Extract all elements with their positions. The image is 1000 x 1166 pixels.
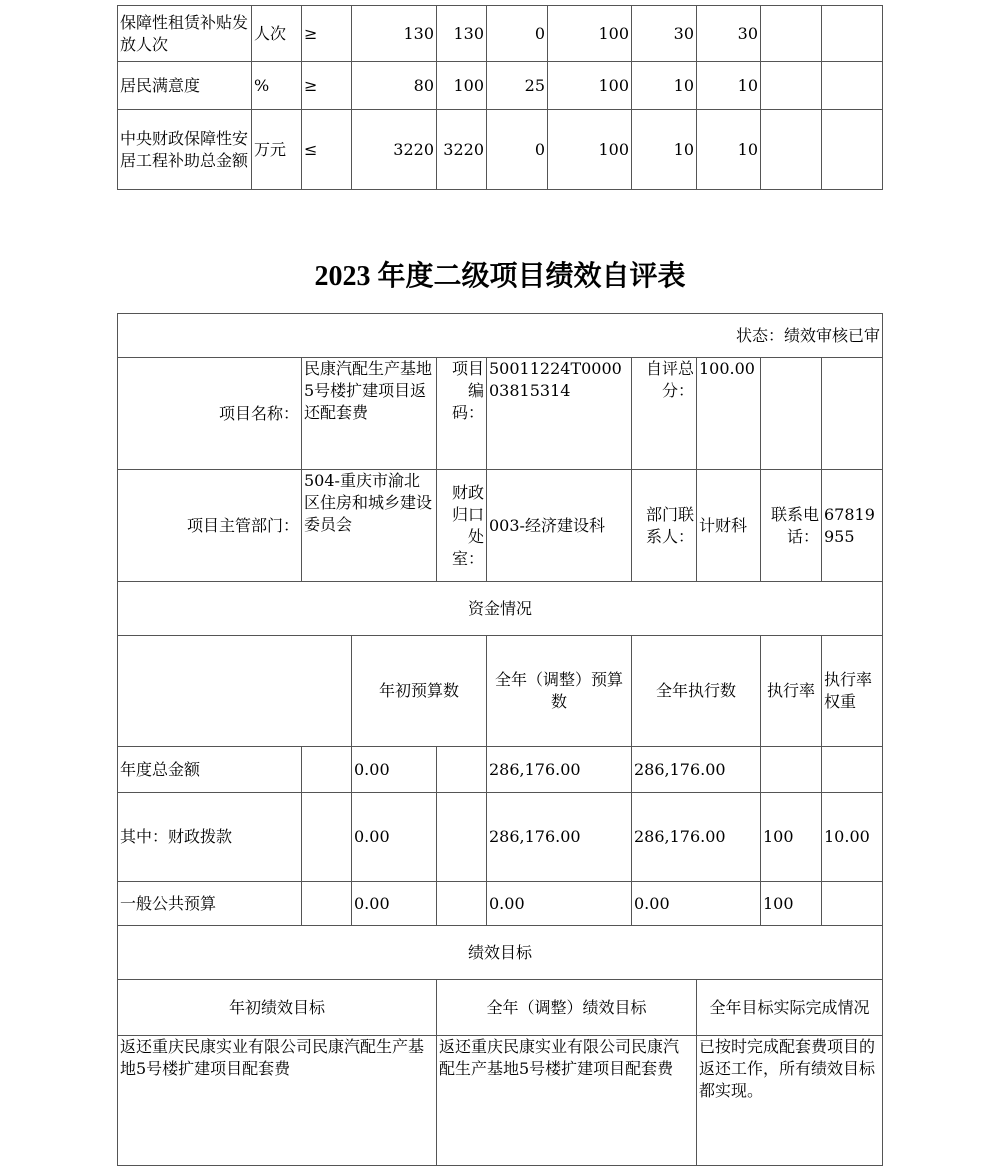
phone-label: 联系电话： — [761, 470, 822, 582]
fund-row-label: 年度总金额 — [118, 747, 302, 793]
cell: 80 — [352, 62, 437, 110]
adjusted-cell: 0.00 — [487, 882, 632, 926]
actual-goal-text: 已按时完成配套费项目的返还工作，所有绩效目标都实现。 — [697, 1036, 883, 1166]
table-row — [118, 6, 883, 62]
cell: 3220 — [352, 110, 437, 190]
executed-cell: 0.00 — [632, 882, 761, 926]
adjusted-cell: 286,176.00 — [487, 793, 632, 882]
initial-goal-header: 年初绩效目标 — [118, 980, 437, 1036]
goals-section-title: 绩效目标 — [118, 926, 883, 980]
cell: 3220 — [437, 110, 487, 190]
contact-value: 计财科 — [697, 470, 761, 582]
indicator-table — [117, 5, 883, 190]
weight-cell: 10.00 — [822, 793, 883, 882]
cell: 10 — [632, 62, 697, 110]
cell: 130 — [352, 6, 437, 62]
rate-cell: 100 — [761, 793, 822, 882]
cell — [761, 6, 822, 62]
indicator-operator: ≥ — [302, 6, 352, 62]
self-score-label: 自评总分： — [632, 358, 697, 470]
phone-value: 67819955 — [822, 470, 883, 582]
self-score-value: 100.00 — [697, 358, 761, 470]
adjusted-budget-header: 全年（调整）预算数 — [487, 636, 632, 747]
initial-budget-header: 年初预算数 — [352, 636, 487, 747]
weight-cell — [822, 882, 883, 926]
rate-header: 执行率 — [761, 636, 822, 747]
empty-cell — [302, 882, 352, 926]
initial-goal-text: 返还重庆民康实业有限公司民康汽配生产基地5号楼扩建项目配套费 — [118, 1036, 437, 1166]
cell: 0 — [487, 6, 548, 62]
table-row — [118, 747, 883, 793]
goals-section-row — [118, 926, 883, 980]
self-evaluation-table — [117, 313, 883, 1166]
indicator-operator: ≥ — [302, 62, 352, 110]
actual-goal-header: 全年目标实际完成情况 — [697, 980, 883, 1036]
cell — [761, 110, 822, 190]
empty-cell — [302, 747, 352, 793]
empty-cell — [437, 793, 487, 882]
finance-office-label: 财政归口处室： — [437, 470, 487, 582]
indicator-name: 居民满意度 — [118, 62, 252, 110]
adjusted-goal-header: 全年（调整）绩效目标 — [437, 980, 697, 1036]
cell: 100 — [548, 6, 632, 62]
cell — [822, 110, 883, 190]
cell — [822, 6, 883, 62]
status-row — [118, 314, 883, 358]
empty-cell — [302, 793, 352, 882]
adjusted-cell: 286,176.00 — [487, 747, 632, 793]
weight-cell — [822, 747, 883, 793]
goals-header-row — [118, 980, 883, 1036]
project-name-value: 民康汽配生产基地5号楼扩建项目返还配套费 — [302, 358, 437, 470]
cell: 25 — [487, 62, 548, 110]
table-row — [118, 793, 883, 882]
cell: 30 — [632, 6, 697, 62]
empty-cell — [822, 358, 883, 470]
project-info-row — [118, 358, 883, 470]
adjusted-goal-text: 返还重庆民康实业有限公司民康汽配生产基地5号楼扩建项目配套费 — [437, 1036, 697, 1166]
cell: 10 — [632, 110, 697, 190]
funds-header-row — [118, 636, 883, 747]
cell: 100 — [437, 62, 487, 110]
executed-header: 全年执行数 — [632, 636, 761, 747]
table-row — [118, 882, 883, 926]
cell: 10 — [697, 110, 761, 190]
cell — [761, 62, 822, 110]
cell: 0 — [487, 110, 548, 190]
dept-info-row — [118, 470, 883, 582]
executed-cell: 286,176.00 — [632, 747, 761, 793]
cell — [822, 62, 883, 110]
fund-row-label: 一般公共预算 — [118, 882, 302, 926]
initial-cell: 0.00 — [352, 793, 437, 882]
project-name-label: 项目名称： — [118, 358, 302, 470]
executed-cell: 286,176.00 — [632, 793, 761, 882]
cell: 100 — [548, 62, 632, 110]
indicator-unit: 万元 — [252, 110, 302, 190]
weight-header: 执行率权重 — [822, 636, 883, 747]
dept-label: 项目主管部门： — [118, 470, 302, 582]
status-text: 状态：绩效审核已审 — [118, 314, 883, 358]
indicator-operator: ≤ — [302, 110, 352, 190]
table-row — [118, 62, 883, 110]
rate-cell: 100 — [761, 882, 822, 926]
funds-section-title: 资金情况 — [118, 582, 883, 636]
dept-value: 504-重庆市渝北区住房和城乡建设委员会 — [302, 470, 437, 582]
contact-label: 部门联系人： — [632, 470, 697, 582]
cell: 30 — [697, 6, 761, 62]
empty-cell — [437, 747, 487, 793]
initial-cell: 0.00 — [352, 882, 437, 926]
indicator-name: 中央财政保障性安居工程补助总金额 — [118, 110, 252, 190]
initial-cell: 0.00 — [352, 747, 437, 793]
indicator-name: 保障性租赁补贴发放人次 — [118, 6, 252, 62]
project-code-value: 50011224T000003815314 — [487, 358, 632, 470]
indicator-unit: 人次 — [252, 6, 302, 62]
table-row — [118, 110, 883, 190]
cell: 100 — [548, 110, 632, 190]
empty-cell — [437, 882, 487, 926]
rate-cell — [761, 747, 822, 793]
empty-cell — [761, 358, 822, 470]
project-code-label: 项目编码： — [437, 358, 487, 470]
finance-office-value: 003-经济建设科 — [487, 470, 632, 582]
fund-row-label: 其中：财政拨款 — [118, 793, 302, 882]
empty-cell — [118, 636, 352, 747]
page-title: 2023 年度二级项目绩效自评表 — [314, 261, 686, 292]
cell: 10 — [697, 62, 761, 110]
indicator-unit: % — [252, 62, 302, 110]
cell: 130 — [437, 6, 487, 62]
funds-section-row — [118, 582, 883, 636]
goals-content-row — [118, 1036, 883, 1166]
